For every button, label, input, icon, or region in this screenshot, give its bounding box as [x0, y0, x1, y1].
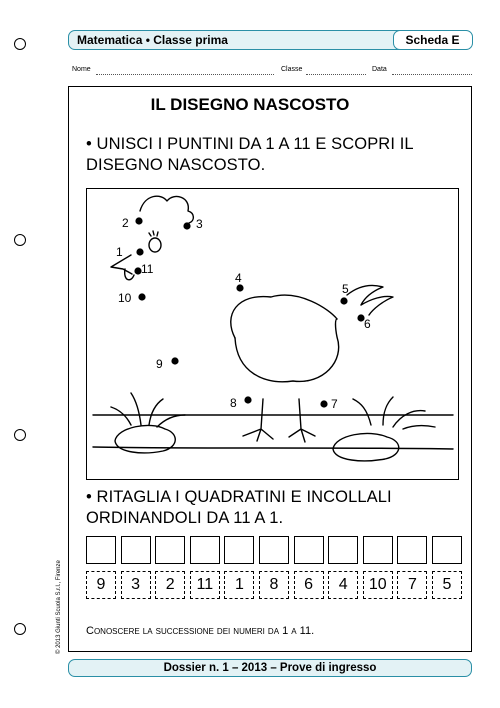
number-card[interactable]: 9 — [86, 571, 116, 599]
name-field-label: Nome — [72, 66, 91, 73]
dot-label-4: 4 — [235, 271, 242, 285]
number-card[interactable]: 6 — [294, 571, 324, 599]
dot-label-7: 7 — [331, 397, 338, 411]
class-field-label: Classe — [281, 66, 303, 73]
worksheet-title: IL DISEGNO NASCOSTO — [150, 95, 350, 114]
dot-label-10: 10 — [118, 291, 132, 305]
numbered-dots — [86, 188, 459, 480]
footer-bar: Dossier n. 1 – 2013 – Prove di ingresso — [68, 659, 472, 677]
empty-square[interactable] — [190, 536, 220, 564]
subject-label: Matematica • Classe prima — [77, 33, 228, 47]
number-card[interactable]: 8 — [259, 571, 289, 599]
dot-label-1: 1 — [116, 245, 123, 259]
empty-square[interactable] — [155, 536, 185, 564]
empty-square[interactable] — [259, 536, 289, 564]
binder-hole — [14, 623, 26, 635]
dot-label-3: 3 — [196, 217, 203, 231]
class-field-line[interactable] — [306, 74, 366, 75]
empty-square[interactable] — [397, 536, 427, 564]
binder-hole — [14, 38, 26, 50]
empty-square[interactable] — [224, 536, 254, 564]
empty-square[interactable] — [86, 536, 116, 564]
dot-4 — [236, 284, 243, 291]
dot-label-11: 11 — [141, 262, 154, 276]
empty-square[interactable] — [121, 536, 151, 564]
instruction-connect-dots: • UNISCI I PUNTINI DA 1 A 11 E SCOPRI IL DISEGNO NASCOSTO. — [86, 135, 414, 174]
empty-square[interactable] — [432, 536, 462, 564]
dot-label-2: 2 — [122, 216, 129, 230]
dot-7 — [320, 400, 327, 407]
instruction-cut-and-paste: • RITAGLIA I QUADRATINI E INCOLLALI ORDINANDOLI DA 11 A 1. — [86, 488, 392, 527]
dot-1 — [136, 248, 143, 255]
number-card[interactable]: 1 — [224, 571, 254, 599]
number-card[interactable]: 5 — [432, 571, 462, 599]
date-field-line[interactable] — [392, 74, 472, 75]
sheet-label: Scheda E — [393, 30, 473, 50]
name-field-line[interactable] — [96, 74, 274, 75]
number-card[interactable]: 11 — [190, 571, 220, 599]
dot-8 — [244, 396, 251, 403]
copyright-notice: © 2013 Giunti Scuola S.r.l., Firenze — [56, 560, 62, 654]
empty-square[interactable] — [328, 536, 358, 564]
learning-goal: Conoscere la successione dei numeri da 1 a 11. — [86, 625, 315, 637]
dot-label-9: 9 — [156, 357, 163, 371]
dot-2 — [135, 217, 142, 224]
empty-square[interactable] — [363, 536, 393, 564]
date-field-label: Data — [372, 66, 387, 73]
dot-label-8: 8 — [230, 396, 237, 410]
number-card[interactable]: 2 — [155, 571, 185, 599]
binder-hole — [14, 429, 26, 441]
dot-label-6: 6 — [364, 317, 371, 331]
dot-label-5: 5 — [342, 282, 349, 296]
dot-3 — [183, 222, 190, 229]
empty-square[interactable] — [294, 536, 324, 564]
dot-10 — [138, 293, 145, 300]
binder-hole — [14, 234, 26, 246]
number-card[interactable]: 10 — [363, 571, 393, 599]
header-bar — [68, 30, 472, 50]
dot-9 — [171, 357, 178, 364]
dot-5 — [340, 297, 347, 304]
number-card[interactable]: 7 — [397, 571, 427, 599]
number-card[interactable]: 4 — [328, 571, 358, 599]
number-card[interactable]: 3 — [121, 571, 151, 599]
